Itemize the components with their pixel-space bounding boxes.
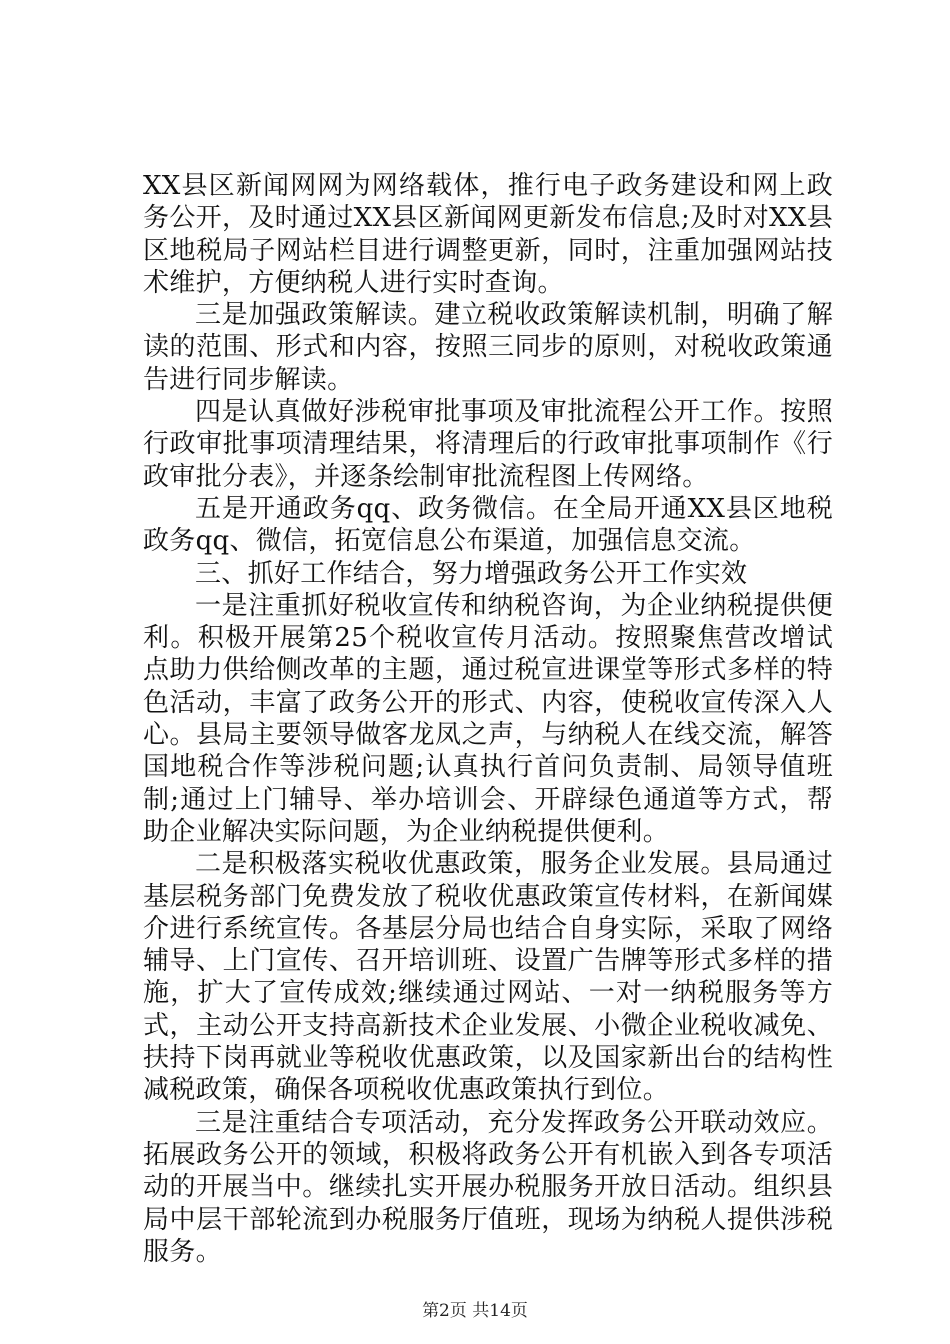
paragraph-6: 一是注重抓好税收宣传和纳税咨询，为企业纳税提供便利。积极开展第25个税收宣传月活动。按照聚焦营改增试点助力供给侧改革的主题，通过税宣进课堂等形式多样的特色活动，丰富了政务公开的形式、内容，使税收宣传深入人心。县局主要领导做客龙凤之声，与纳税人在线交流，解答国地税合作等涉税问题;认真执行首问负责制、局领导值班制;通过上门辅导、举办培训会、开辟绿色通道等方式，帮助企业解决实际问题，为企业纳税提供便利。 — [143, 590, 833, 847]
paragraph-7: 二是积极落实税收优惠政策，服务企业发展。县局通过基层税务部门免费发放了税收优惠政策宣传材料，在新闻媒介进行系统宣传。各基层分局也结合自身实际，采取了网络辅导、上门宣传、召开培训班、设置广告牌等形式多样的措施，扩大了宣传成效;继续通过网站、一对一纳税服务等方式，主动公开支持高新技术企业发展、小微企业税收减免、扶持下岗再就业等税收优惠政策，以及国家新出台的结构性减税政策，确保各项税收优惠政策执行到位。 — [143, 849, 833, 1106]
paragraph-1: XX县区新闻网网为网络载体，推行电子政务建设和网上政务公开，及时通过XX县区新闻网更新发布信息;及时对XX县区地税局子网站栏目进行调整更新，同时，注重加强网站技术维护，方便纳税人进行实时查询。 — [143, 171, 833, 298]
paragraph-8: 三是注重结合专项活动，充分发挥政务公开联动效应。拓展政务公开的领域，积极将政务公开有机嵌入到各专项活动的开展当中。继续扎实开展办税服务开放日活动。组织县局中层干部轮流到办税服务厅值班，现场为纳税人提供涉税服务。 — [143, 1107, 833, 1267]
page-number-footer: 第2页 共14页 — [422, 1301, 528, 1321]
paragraph-3: 四是认真做好涉税审批事项及审批流程公开工作。按照行政审批事项清理结果，将清理后的行政审批事项制作《行政审批分表》，并逐条绘制审批流程图上传网络。 — [143, 397, 833, 492]
paragraph-4: 五是开通政务qq、政务微信。在全局开通XX县区地税政务qq、微信，拓宽信息公布渠道，加强信息交流。 — [143, 493, 833, 557]
section-heading: 三、抓好工作结合，努力增强政务公开工作实效 — [195, 558, 748, 589]
document-body — [143, 170, 833, 1268]
paragraph-2: 三是加强政策解读。建立税收政策解读机制，明确了解读的范围、形式和内容，按照三同步的原则，对税收政策通告进行同步解读。 — [143, 300, 833, 395]
